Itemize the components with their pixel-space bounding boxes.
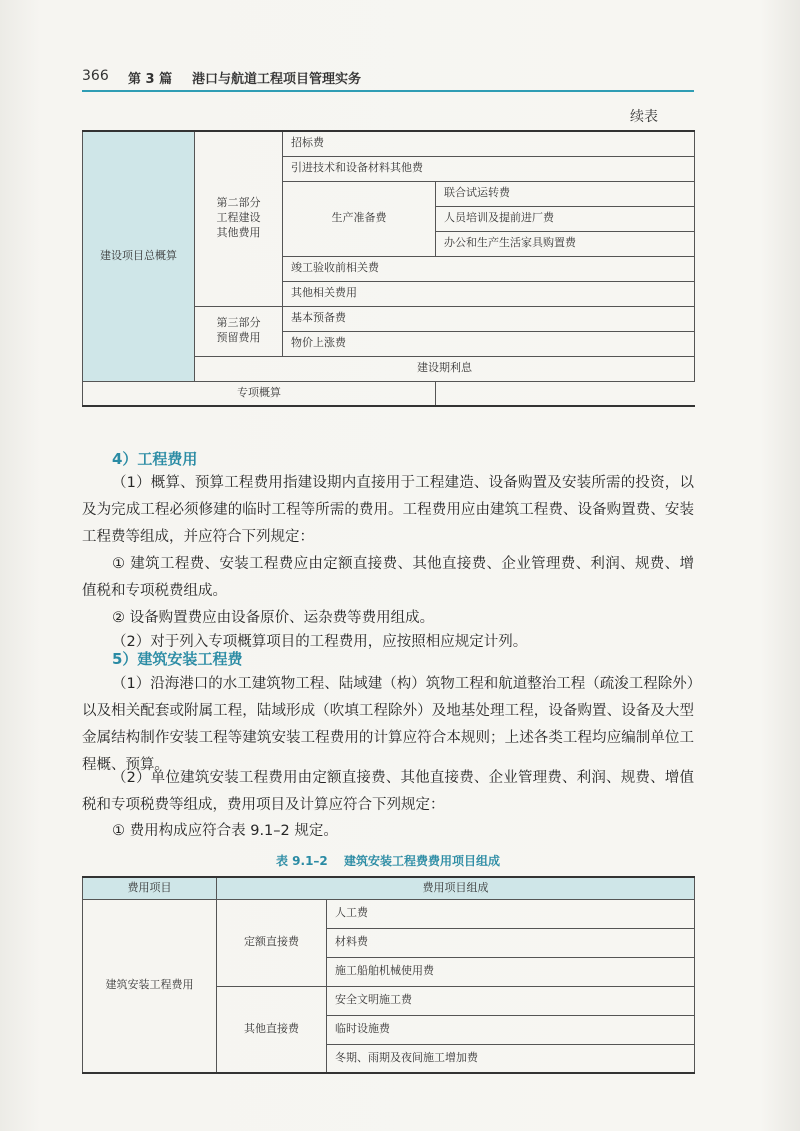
- table-cell: 人工费: [327, 899, 695, 928]
- row-group-cell: 建筑安装工程费用: [83, 899, 217, 1073]
- table-cell: 基本预备费: [283, 306, 695, 331]
- paragraph: ① 费用构成应符合表 9.1–2 规定。: [112, 823, 338, 839]
- paragraph: ① 建筑工程费、安装工程费应由定额直接费、其他直接费、企业管理费、利润、规费、增值税和专项税费组成。: [82, 556, 694, 599]
- table-cell: 引进技术和设备材料其他费: [283, 156, 695, 181]
- table-cell: 安全文明施工费: [327, 986, 695, 1015]
- table-cell: 竣工验收前相关费: [283, 256, 695, 281]
- table-cell: 物价上涨费: [283, 331, 695, 356]
- section-heading-5: 5）建筑安装工程费: [112, 650, 243, 668]
- paragraph: （1）沿海港口的水工建筑物工程、陆域建（构）筑物工程和航道整治工程（疏浚工程除外）以及相关配套或附属工程，陆域形成（吹填工程除外）及地基处理工程，设备购置、设备及大型金属结构制作安装工程等建筑安装工程费用的计算应符合本规则；上述各类工程均应编制单位工程概、预算。: [82, 676, 694, 773]
- caption-title: 建筑安装工程费费用项目组成: [343, 854, 500, 868]
- table-cell: 冬期、雨期及夜间施工增加费: [327, 1044, 695, 1073]
- paragraph: ② 设备购置费应由设备原价、运杂费等费用组成。: [112, 610, 435, 626]
- table-row: [83, 131, 695, 156]
- table-row: [83, 381, 695, 406]
- table-caption: [82, 852, 694, 869]
- special-budget-cell: 专项概算: [83, 381, 436, 406]
- caption-number: 表 9.1–2: [276, 854, 328, 868]
- running-header: [82, 68, 694, 90]
- page-number: 366: [82, 68, 109, 84]
- header-rule: [82, 90, 694, 92]
- direct-cost-cell: 定额直接费: [217, 899, 327, 986]
- part-label: 第 3 篇: [128, 72, 173, 87]
- table-cell: 联合试运转费: [436, 181, 695, 206]
- interest-cell: 建设期利息: [195, 356, 695, 381]
- table-cell: 其他相关费用: [283, 281, 695, 306]
- prep-cost-cell: 生产准备费: [283, 181, 436, 256]
- total-budget-cell: 建设项目总概算: [83, 131, 195, 381]
- part3-cell: 第三部分 预留费用: [195, 306, 283, 356]
- column-header: 费用项目: [83, 877, 217, 899]
- table-cell: 招标费: [283, 131, 695, 156]
- budget-composition-table: [82, 130, 695, 407]
- column-header: 费用项目组成: [217, 877, 695, 899]
- other-direct-cost-cell: 其他直接费: [217, 986, 327, 1073]
- table-row: [83, 899, 695, 928]
- table-cell: 施工船舶机械使用费: [327, 957, 695, 986]
- book-title: 港口与航道工程项目管理实务: [192, 72, 362, 87]
- table-cell: 人员培训及提前进厂费: [436, 206, 695, 231]
- part2-cell: 第二部分 工程建设 其他费用: [195, 131, 283, 306]
- paragraph: （2）单位建筑安装工程费用由定额直接费、其他直接费、企业管理费、利润、规费、增值税和专项税费等组成，费用项目及计算应符合下列规定：: [82, 770, 694, 813]
- paragraph: （1）概算、预算工程费用指建设期内直接用于工程建造、设备购置及安装所需的投资，以及为完成工程必须修建的临时工程等所需的费用。工程费用应由建筑工程费、设备购置费、安装工程费等组成，并应符合下列规定：: [82, 475, 694, 545]
- paragraph: （2）对于列入专项概算项目的工程费用，应按照相应规定计列。: [112, 634, 528, 650]
- table-cell: 临时设施费: [327, 1015, 695, 1044]
- section-heading-4: 4）工程费用: [112, 450, 198, 468]
- continued-label: 续表: [630, 109, 658, 125]
- table-cell: 办公和生产生活家具购置费: [436, 231, 695, 256]
- table-cell: 材料费: [327, 928, 695, 957]
- install-cost-table: [82, 876, 695, 1074]
- table-header-row: [83, 877, 695, 899]
